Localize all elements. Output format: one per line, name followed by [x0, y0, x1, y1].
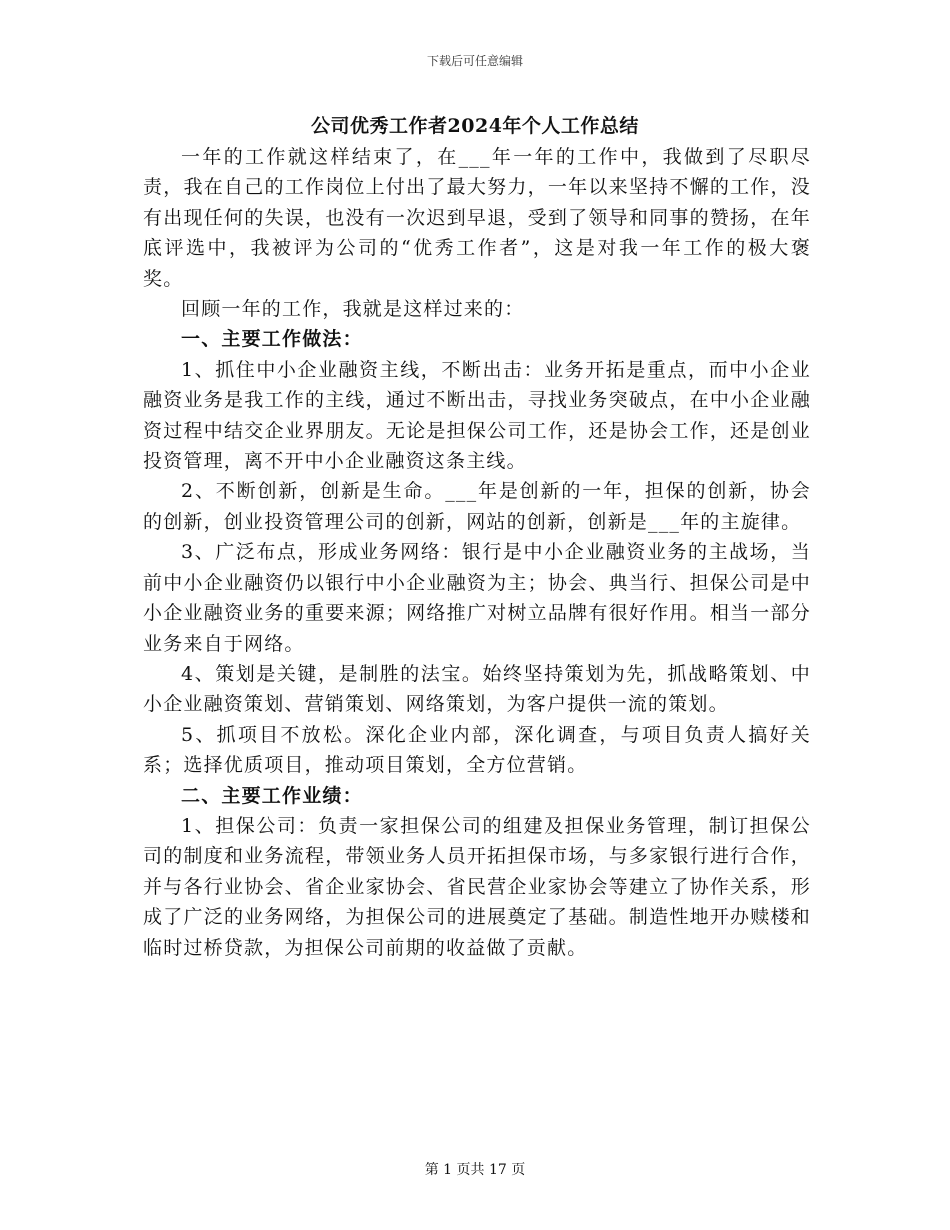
header-note: 下载后可任意编辑	[426, 54, 523, 68]
paragraph-result-1: 1、担保公司：负责一家担保公司的组建及担保业务管理，制订担保公司的制度和业务流程，带领业务人员开拓担保市场，与多家银行进行合作，并与各行业协会、省企业家协会、省民营企业家协会等建立了协作关系，形成了广泛的业务网络，为担保公司的进展奠定了基础。制造性地开办赎楼和临时过桥贷款，为担保公司前期的收益做了贡献。	[143, 814, 811, 959]
section-heading-methods: 一、主要工作做法：	[181, 328, 363, 351]
page-number: 第 1 页共 17 页	[424, 1162, 526, 1178]
paragraph-review: 回顾一年的工作，我就是这样过来的：	[181, 298, 525, 321]
paragraph-method-1: 1、抓住中小企业融资主线，不断出击：业务开拓是重点，而中小企业融资业务是我工作的主线，通过不断出击，寻找业务突破点，在中小企业融资过程中结交企业界朋友。无论是担保公司工作，还是协会工作，还是创业投资管理，离不开中小企业融资这条主线。	[143, 358, 811, 473]
document-body	[143, 142, 811, 963]
document-title: 公司优秀工作者2024年个人工作总结	[311, 115, 639, 137]
paragraph-method-3: 3、广泛布点，形成业务网络：银行是中小企业融资业务的主战场，当前中小企业融资仍以银行中小企业融资为主；协会、典当行、担保公司是中小企业融资业务的重要来源；网络推广对树立品牌有很好作用。相当一部分业务来自于网络。	[143, 541, 811, 655]
section-heading-results: 二、主要工作业绩：	[181, 784, 363, 807]
paragraph-intro: 一年的工作就这样结束了，在___年一年的工作中，我做到了尽职尽责，我在自己的工作岗位上付出了最大努力，一年以来坚持不懈的工作，没有出现任何的失误，也没有一次迟到早退，受到了领导和同事的赞扬，在年底评选中，我被评为公司的“优秀工作者”，这是对我一年工作的极大褒奖。	[143, 146, 811, 290]
paragraph-method-2: 2、不断创新，创新是生命。___年是创新的一年，担保的创新，协会的创新，创业投资管理公司的创新，网站的创新，创新是___年的主旋律。	[143, 480, 811, 533]
paragraph-method-4: 4、策划是关键，是制胜的法宝。始终坚持策划为先，抓战略策划、中小企业融资策划、营销策划、网络策划，为客户提供一流的策划。	[143, 662, 811, 716]
paragraph-method-5: 5、抓项目不放松。深化企业内部，深化调查，与项目负责人搞好关系；选择优质项目，推动项目策划，全方位营销。	[143, 723, 811, 777]
